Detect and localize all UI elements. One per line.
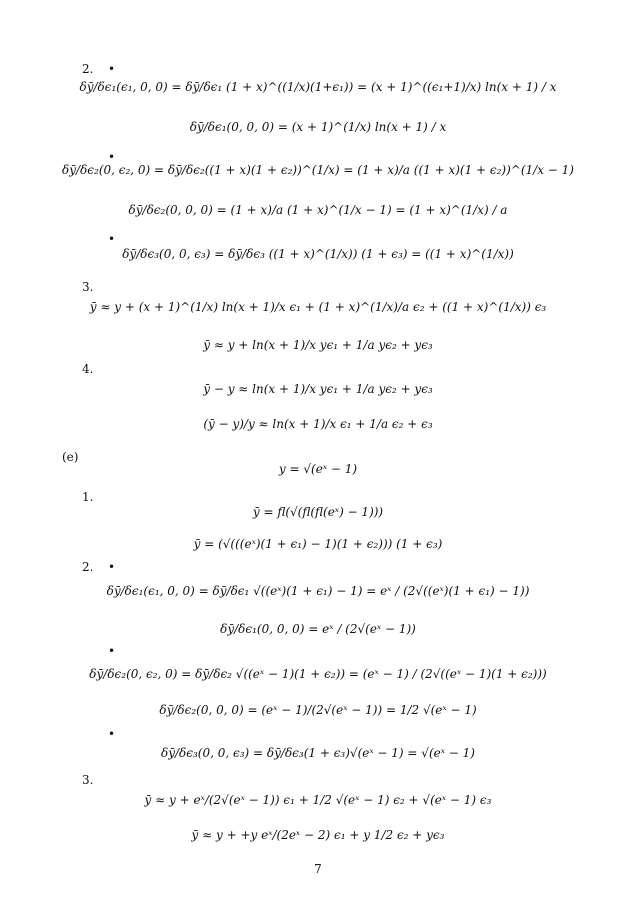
equation: ȳ ≈ y + eˣ/(2√(eˣ − 1)) ϵ₁ + 1/2 √(eˣ − 1) ϵ₂ + √(eˣ − 1) ϵ₃ [144, 793, 492, 807]
bullet: • [108, 560, 116, 574]
bullet: • [108, 232, 116, 246]
equation: δȳ/δϵ₁(0, 0, 0) = (x + 1)^(1/x) ln(x + 1) / x [189, 120, 447, 134]
bullet: • [108, 150, 116, 164]
equation: y = √(eˣ − 1) [278, 462, 358, 476]
list-label: 2. [82, 560, 94, 574]
equation: δȳ/δϵ₃(0, 0, ϵ₃) = δȳ/δϵ₃(1 + ϵ₃)√(eˣ − 1) = √(eˣ − 1) [161, 746, 475, 760]
bullet: • [108, 727, 116, 741]
equation: δȳ/δϵ₂(0, ϵ₂, 0) = δȳ/δϵ₂((1 + x)(1 + ϵ₂))^(1/x) = (1 + x)/a ((1 + x)(1 + ϵ₂))^(1/x − 1) [62, 163, 574, 177]
equation: δȳ/δϵ₂(0, ϵ₂, 0) = δȳ/δϵ₂ √((eˣ − 1)(1 + ϵ₂)) = (eˣ − 1) / (2√((eˣ − 1)(1 + ϵ₂))) [89, 667, 547, 681]
equation: ȳ − y ≈ ln(x + 1)/x yϵ₁ + 1/a yϵ₂ + yϵ₃ [203, 382, 433, 396]
equation: δȳ/δϵ₂(0, 0, 0) = (eˣ − 1)/(2√(eˣ − 1)) = 1/2 √(eˣ − 1) [159, 703, 477, 717]
equation: δȳ/δϵ₁(ϵ₁, 0, 0) = δȳ/δϵ₁ √((eˣ)(1 + ϵ₁) − 1) = eˣ / (2√((eˣ)(1 + ϵ₁) − 1)) [106, 584, 530, 598]
list-label: 3. [82, 773, 94, 787]
equation: ȳ = (√(((eˣ)(1 + ϵ₁) − 1)(1 + ϵ₂))) (1 + ϵ₃) [193, 537, 443, 551]
list-label: (e) [62, 450, 79, 464]
equation: ȳ ≈ y + ln(x + 1)/x yϵ₁ + 1/a yϵ₂ + yϵ₃ [203, 338, 433, 352]
equation: δȳ/δϵ₁(ϵ₁, 0, 0) = δȳ/δϵ₁ (1 + x)^((1/x)(1+ϵ₁)) = (x + 1)^((ϵ₁+1)/x) ln(x + 1) / x [79, 80, 557, 94]
list-label: 4. [82, 362, 94, 376]
equation: (ȳ − y)/y ≈ ln(x + 1)/x ϵ₁ + 1/a ϵ₂ + ϵ₃ [203, 417, 433, 431]
equation: δȳ/δϵ₂(0, 0, 0) = (1 + x)/a (1 + x)^(1/x − 1) = (1 + x)^(1/x) / a [128, 203, 508, 217]
equation: ȳ = fl(√(fl(fl(eˣ) − 1))) [252, 505, 384, 519]
bullet: • [108, 644, 116, 658]
page-number: 7 [314, 862, 322, 876]
list-label: 1. [82, 490, 94, 504]
equation: δȳ/δϵ₁(0, 0, 0) = eˣ / (2√(eˣ − 1)) [220, 622, 416, 636]
equation: ȳ ≈ y + (x + 1)^(1/x) ln(x + 1)/x ϵ₁ + (1 + x)^(1/x)/a ϵ₂ + ((1 + x)^(1/x)) ϵ₃ [89, 300, 547, 314]
list-label: 3. [82, 280, 94, 294]
list-label: 2. [82, 62, 94, 76]
bullet: • [108, 62, 116, 76]
equation: ȳ ≈ y + +y eˣ/(2eˣ − 2) ϵ₁ + y 1/2 ϵ₂ + yϵ₃ [191, 828, 445, 842]
equation: δȳ/δϵ₃(0, 0, ϵ₃) = δȳ/δϵ₃ ((1 + x)^(1/x)) (1 + ϵ₃) = ((1 + x)^(1/x)) [122, 247, 514, 261]
